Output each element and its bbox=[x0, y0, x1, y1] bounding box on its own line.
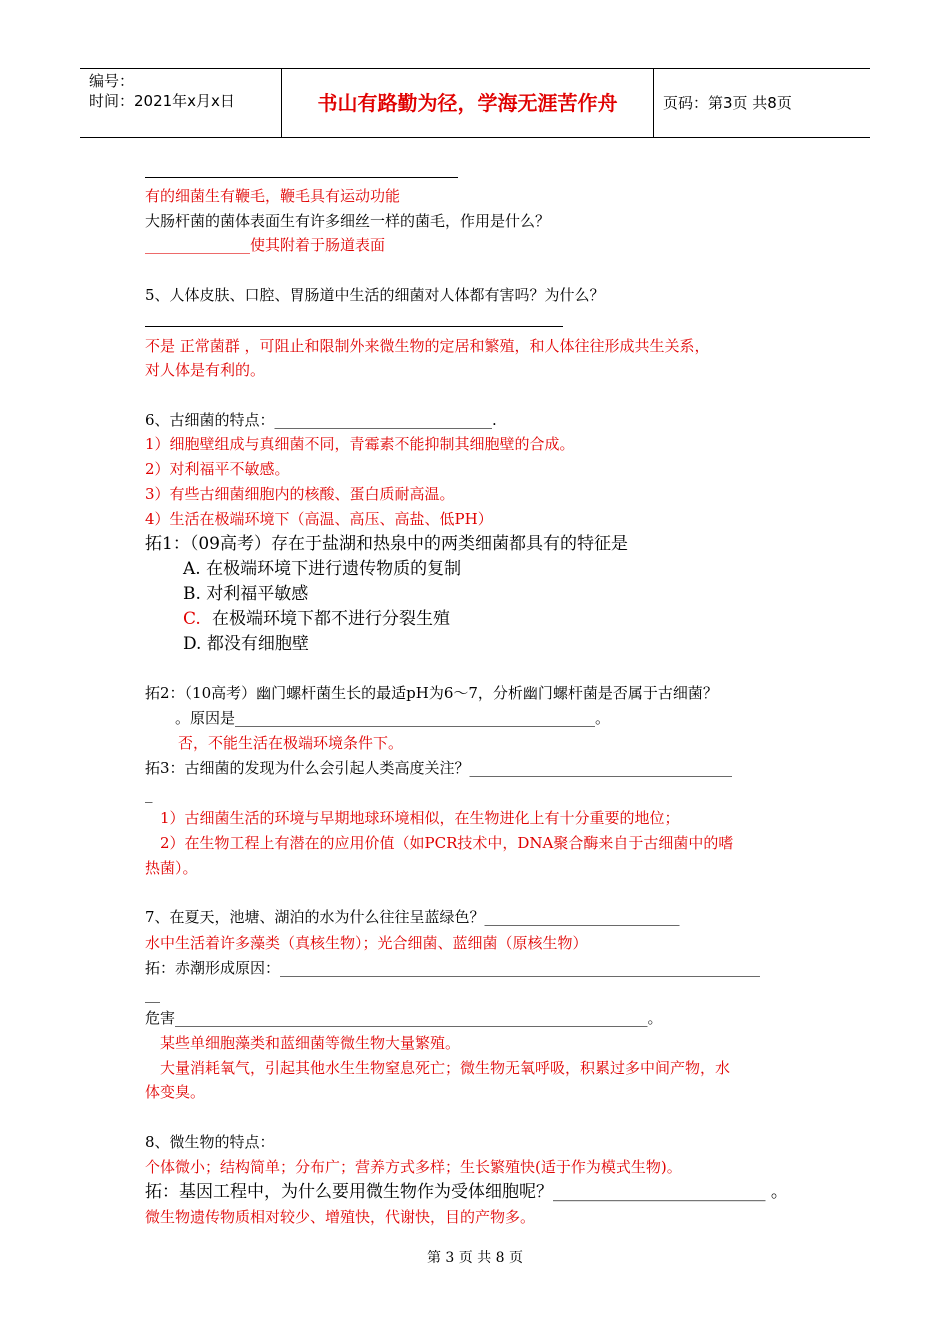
extension-3: 拓3：古细菌的发现为什么会引起人类高度关注？___________________________________ bbox=[145, 759, 733, 777]
text-line: 某些单细胞藻类和蓝细菌等微生物大量繁殖。 bbox=[160, 1034, 461, 1052]
text-line: 1）古细菌生活的环境与早期地球环境相似，在生物进化上有十分重要的地位； bbox=[160, 809, 680, 827]
text-line: 体变臭。 bbox=[145, 1083, 206, 1101]
text-line: 对人体是有利的。 bbox=[145, 361, 266, 379]
text-line: 4）生活在极端环境下（高温、高压、高盐、低PH） bbox=[145, 510, 493, 528]
option-c-text: 在极端环境下都不进行分裂生殖 bbox=[212, 609, 450, 629]
text-line: 2）在生物工程上有潜在的应用价值（如PCR技术中，DNA聚合酶来自于古细菌中的嗜 bbox=[160, 834, 734, 852]
page-footer: 第 3 页 共 8 页 bbox=[426, 1250, 524, 1266]
question-5: 5、人体皮肤、口腔、胃肠道中生活的细菌对人体都有害吗？为什么？ bbox=[145, 286, 605, 304]
text-line: 3）有些古细菌细胞内的核酸、蛋白质耐高温。 bbox=[145, 485, 455, 503]
text-line: 拓：基因工程中，为什么要用微生物作为受体细胞呢？_________________________ 。 bbox=[145, 1182, 788, 1202]
option-c-letter: C. bbox=[183, 609, 201, 629]
text-line: ______________使其附着于肠道表面 bbox=[145, 236, 386, 254]
question-8: 8、微生物的特点： bbox=[145, 1133, 275, 1151]
question-7: 7、在夏天，池塘、湖泊的水为什么往往呈蓝绿色？__________________________ bbox=[145, 908, 680, 926]
text-line: 大肠杆菌的菌体表面生有许多细丝一样的菌毛，作用是什么？ bbox=[145, 212, 551, 230]
text-line: 不是 正常菌群 ，可阻止和限制外来微生物的定居和繁殖，和人体往往形成共生关系， bbox=[145, 337, 710, 355]
text-line: 水中生活着许多藻类（真核生物）；光合细菌、蓝细菌（原核生物） bbox=[145, 934, 588, 952]
header-page-number: 页码：第3页 共8页 bbox=[663, 94, 792, 112]
header-motto: 书山有路勤为径，学海无涯苦作舟 bbox=[282, 69, 654, 137]
option-b: B. 对利福平敏感 bbox=[183, 584, 309, 604]
option-a: A. 在极端环境下进行遗传物质的复制 bbox=[183, 559, 462, 579]
text-line: 否，不能生活在极端环境条件下。 bbox=[178, 734, 404, 752]
answer-blank-line bbox=[145, 326, 563, 327]
text-line: 危害_______________________________________________________________。 bbox=[145, 1009, 663, 1027]
extension-2: 拓2：（10高考）幽门螺杆菌生长的最适pH为6～7，分析幽门螺杆菌是否属于古细菌？ bbox=[145, 684, 718, 702]
text-line: 1）细胞壁组成与真细菌不同，青霉素不能抑制其细胞壁的合成。 bbox=[145, 435, 575, 453]
text-line: __ bbox=[145, 985, 160, 1003]
question-6: 6、古细菌的特点：_____________________________. bbox=[145, 411, 497, 429]
option-d: D. 都没有细胞壁 bbox=[183, 634, 309, 654]
text-line: 大量消耗氧气，引起其他水生生物窒息死亡；微生物无氧呼吸，积累过多中间产物，水 bbox=[160, 1059, 731, 1077]
text-line: 2）对利福平不敏感。 bbox=[145, 460, 290, 478]
text-line: _ bbox=[145, 785, 153, 803]
header-meta bbox=[80, 69, 282, 137]
time-label: 时间：2021年x月x日 bbox=[89, 92, 235, 110]
text-line: 个体微小；结构简单；分布广；营养方式多样；生长繁殖快(适于作为模式生物)。 bbox=[145, 1158, 682, 1176]
text-line: 。原因是________________________________________________。 bbox=[175, 709, 611, 727]
number-label: 编号： bbox=[89, 72, 135, 90]
text-line: 有的细菌生有鞭毛，鞭毛具有运动功能 bbox=[145, 187, 401, 205]
text-line: 拓：赤潮形成原因：________________________________________________________________ bbox=[145, 959, 761, 977]
page-header bbox=[80, 68, 870, 138]
text-line: 微生物遗传物质相对较少、增殖快，代谢快，目的产物多。 bbox=[145, 1208, 536, 1226]
answer-blank-line bbox=[145, 177, 458, 178]
extension-1: 拓1：（09高考）存在于盐湖和热泉中的两类细菌都具有的特征是 bbox=[145, 534, 628, 554]
text-line: 热菌）。 bbox=[145, 859, 198, 877]
